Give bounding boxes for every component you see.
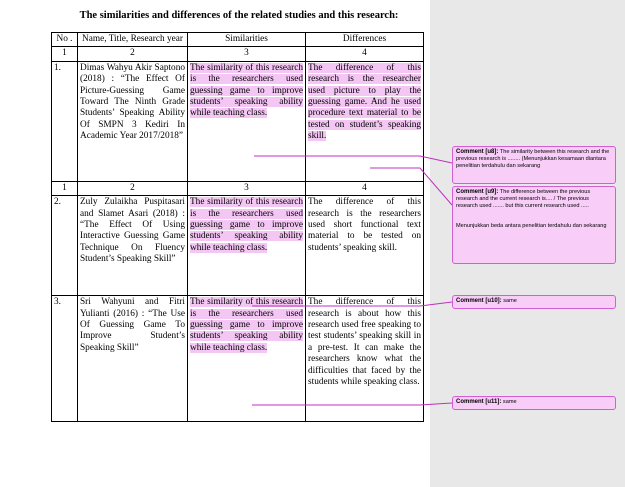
study-name: Sri Wahyuni and Fitri Yulianti (2016) : “The Use Of Guessing Game To Improve Student’s Speaking Skill” (78, 296, 188, 422)
study-name: Dimas Wahyu Akir Saptono (2018) : “The Effect Of Picture-Guessing Game Toward The Ninth Grade Students’ Speaking Ability Of SMPN 3 Kediri In Academic Year 2017/2018” (78, 61, 188, 181)
col-number: 4 (306, 47, 424, 61)
table-title: The similarities and differences of the related studies and this research: (79, 10, 399, 21)
comment-balloon-u11[interactable] (452, 396, 616, 410)
difference-cell[interactable]: The difference of this research is the researchers used short functional text material to be tested on students’ speaking skill. (306, 196, 424, 296)
similarity-text[interactable]: The similarity of this research is the researchers used guessing game to improve students’ speaking ability while teaching class. (190, 297, 303, 353)
comment-text: The difference between the previous research and the current research is.... / The previous research used ....... but this current research used ..... (456, 189, 591, 210)
comment-label: Comment [u10]: (456, 298, 502, 304)
col-number: 2 (78, 181, 188, 195)
table-row (52, 296, 424, 422)
comment-text: same (502, 399, 517, 405)
comment-label: Comment [u9]: (456, 189, 499, 195)
row-number: 3. (52, 296, 78, 422)
difference-cell[interactable] (306, 61, 424, 181)
header-similarities: Similarities (188, 33, 306, 47)
header-no: No . (52, 33, 78, 47)
comment-label: Comment [u8]: (456, 149, 499, 155)
comment-label: Comment [u11]: (456, 399, 502, 405)
similarity-cell[interactable] (188, 296, 306, 422)
similarity-cell[interactable] (188, 61, 306, 181)
comment-balloon-u9[interactable] (452, 186, 616, 264)
row-number: 2. (52, 196, 78, 296)
similarity-text[interactable]: The similarity of this research is the researchers used guessing game to improve students’ speaking ability while teaching class. (190, 62, 303, 119)
col-number: 3 (188, 181, 306, 195)
difference-text[interactable]: The difference of this research is the researcher used picture to play the guessing game. And he used procedure text material to be tested on student’s speaking skill. (308, 62, 421, 142)
header-differences: Differences (306, 33, 424, 47)
col-number: 2 (78, 47, 188, 61)
comment-balloon-u10[interactable] (452, 295, 616, 309)
numbering-row (52, 181, 424, 195)
comment-note: Menunjukkan beda antara penelitian terdahulu dan sekarang (456, 222, 607, 229)
col-number: 3 (188, 47, 306, 61)
table-row (52, 61, 424, 181)
numbering-row (52, 47, 424, 61)
comment-text: same (503, 298, 517, 304)
header-row (52, 33, 424, 47)
comment-text: The similarity between this research and the previous research is ........ (Menunjukkan kesamaan diantara penelitian terdahulu dan sekarang (456, 149, 610, 170)
comparison-table (51, 32, 424, 422)
study-name: Zuly Zulaikha Puspitasari and Slamet Asari (2018) : “The Effect Of Using Interactive Guessing Game Technique On Fluency Student’s Speaking Skill” (78, 196, 188, 296)
col-number: 1 (52, 47, 78, 61)
col-number: 1 (52, 181, 78, 195)
similarity-cell[interactable] (188, 196, 306, 296)
row-number: 1. (52, 61, 78, 181)
col-number: 4 (306, 181, 424, 195)
table-row (52, 196, 424, 296)
difference-cell[interactable]: The difference of this research is about how this research used free speaking to test students’ speaking skill in a pre-test. It can make the researchers know what the difficulties that faced by the students while speaking class. (306, 296, 424, 422)
header-name: Name, Title, Research year (78, 33, 188, 47)
comment-balloon-u8[interactable] (452, 146, 616, 184)
similarity-text[interactable]: The similarity of this research is the researchers used guessing game to improve students’ speaking ability while teaching class. (190, 197, 303, 253)
